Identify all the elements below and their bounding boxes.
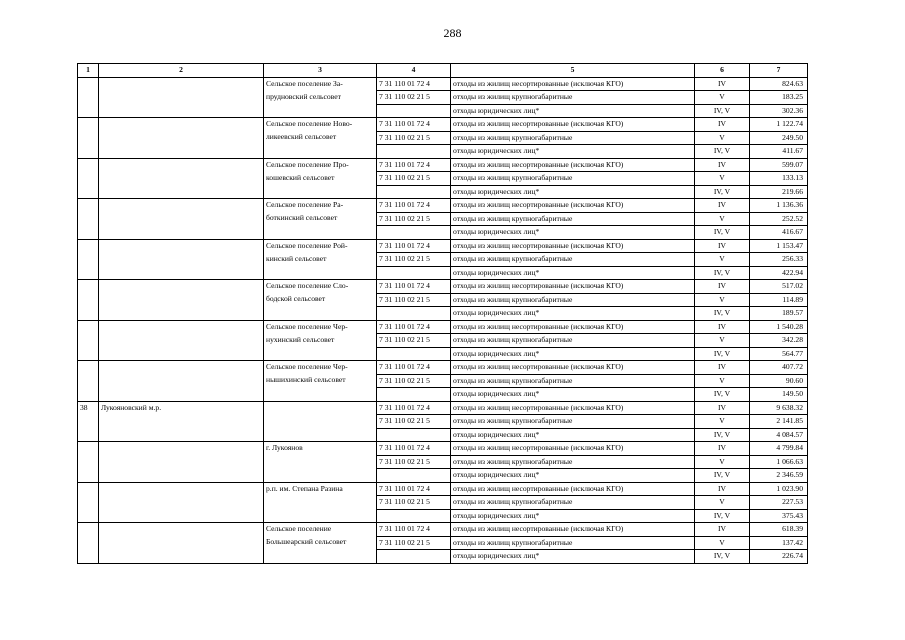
table-row	[78, 212, 808, 226]
table-row	[78, 280, 808, 294]
hazard-class-cell: IV, V	[695, 104, 750, 118]
settlement-cell: кошевский сельсовет	[264, 172, 377, 186]
column-header: 7	[750, 64, 808, 78]
fkko-code-cell: 7 31 110 02 21 5	[377, 172, 451, 186]
hazard-class-cell: V	[695, 253, 750, 267]
volume-cell: 226.74	[750, 550, 808, 564]
hazard-class-cell: V	[695, 496, 750, 510]
district-cell	[99, 469, 264, 483]
hazard-class-cell: V	[695, 415, 750, 429]
hazard-class-cell: IV, V	[695, 307, 750, 321]
settlement-cell: ликеевский сельсовет	[264, 131, 377, 145]
district-cell	[99, 496, 264, 510]
fkko-code-cell: 7 31 110 01 72 4	[377, 523, 451, 537]
fkko-code-cell: 7 31 110 01 72 4	[377, 442, 451, 456]
volume-cell: 249.50	[750, 131, 808, 145]
fkko-code-cell	[377, 388, 451, 402]
row-number-cell	[78, 226, 99, 240]
district-cell	[99, 280, 264, 294]
hazard-class-cell: IV, V	[695, 388, 750, 402]
row-number-cell	[78, 172, 99, 186]
district-cell	[99, 388, 264, 402]
hazard-class-cell: V	[695, 536, 750, 550]
district-cell: Лукояновский м.р.	[99, 401, 264, 415]
hazard-class-cell: V	[695, 212, 750, 226]
column-header: 6	[695, 64, 750, 78]
waste-type-cell: отходы из жилищ несортированные (исключая КГО)	[451, 523, 695, 537]
district-cell	[99, 91, 264, 105]
district-cell	[99, 185, 264, 199]
settlement-cell	[264, 145, 377, 159]
waste-type-cell: отходы юридических лиц*	[451, 550, 695, 564]
district-cell	[99, 145, 264, 159]
table-row	[78, 415, 808, 429]
volume-cell: 517.02	[750, 280, 808, 294]
table-row	[78, 388, 808, 402]
hazard-class-cell: V	[695, 131, 750, 145]
table-row	[78, 361, 808, 375]
waste-type-cell: отходы юридических лиц*	[451, 469, 695, 483]
table-row	[78, 469, 808, 483]
row-number-cell	[78, 550, 99, 564]
waste-type-cell: отходы из жилищ крупногабаритные	[451, 374, 695, 388]
fkko-code-cell: 7 31 110 02 21 5	[377, 536, 451, 550]
row-number-cell	[78, 253, 99, 267]
column-header: 1	[78, 64, 99, 78]
waste-type-cell: отходы юридических лиц*	[451, 266, 695, 280]
district-cell	[99, 334, 264, 348]
hazard-class-cell: IV	[695, 442, 750, 456]
waste-type-cell: отходы из жилищ крупногабаритные	[451, 455, 695, 469]
volume-cell: 599.07	[750, 158, 808, 172]
row-number-cell	[78, 455, 99, 469]
row-number-cell	[78, 388, 99, 402]
row-number-cell	[78, 496, 99, 510]
hazard-class-cell: V	[695, 91, 750, 105]
table-row	[78, 158, 808, 172]
table-row	[78, 401, 808, 415]
column-header: 3	[264, 64, 377, 78]
settlement-cell: бодской сельсовет	[264, 293, 377, 307]
district-cell	[99, 239, 264, 253]
table-row	[78, 320, 808, 334]
fkko-code-cell	[377, 550, 451, 564]
row-number-cell	[78, 347, 99, 361]
volume-cell: 411.67	[750, 145, 808, 159]
fkko-code-cell	[377, 266, 451, 280]
volume-cell: 1 153.47	[750, 239, 808, 253]
column-header: 5	[451, 64, 695, 78]
row-number-cell	[78, 158, 99, 172]
row-number-cell: 38	[78, 401, 99, 415]
settlement-cell	[264, 428, 377, 442]
district-cell	[99, 307, 264, 321]
waste-type-cell: отходы юридических лиц*	[451, 104, 695, 118]
fkko-code-cell: 7 31 110 02 21 5	[377, 455, 451, 469]
row-number-cell	[78, 77, 99, 91]
settlement-cell: Сельское поселение За-	[264, 77, 377, 91]
volume-cell: 114.89	[750, 293, 808, 307]
volume-cell: 1 540.28	[750, 320, 808, 334]
district-cell	[99, 550, 264, 564]
waste-type-cell: отходы из жилищ несортированные (исключая КГО)	[451, 280, 695, 294]
table-row	[78, 185, 808, 199]
district-cell	[99, 118, 264, 132]
table-row	[78, 239, 808, 253]
waste-type-cell: отходы из жилищ крупногабаритные	[451, 172, 695, 186]
settlement-cell	[264, 347, 377, 361]
fkko-code-cell	[377, 469, 451, 483]
fkko-code-cell	[377, 145, 451, 159]
settlement-cell	[264, 469, 377, 483]
hazard-class-cell: IV	[695, 320, 750, 334]
settlement-cell: нухинский сельсовет	[264, 334, 377, 348]
waste-type-cell: отходы из жилищ крупногабаритные	[451, 91, 695, 105]
district-cell	[99, 428, 264, 442]
waste-type-cell: отходы юридических лиц*	[451, 185, 695, 199]
volume-cell: 422.94	[750, 266, 808, 280]
row-number-cell	[78, 442, 99, 456]
row-number-cell	[78, 145, 99, 159]
hazard-class-cell: V	[695, 374, 750, 388]
row-number-cell	[78, 118, 99, 132]
settlement-cell: боткинский сельсовет	[264, 212, 377, 226]
fkko-code-cell: 7 31 110 02 21 5	[377, 334, 451, 348]
district-cell	[99, 442, 264, 456]
fkko-code-cell: 7 31 110 02 21 5	[377, 496, 451, 510]
volume-cell: 227.53	[750, 496, 808, 510]
settlement-cell	[264, 415, 377, 429]
row-number-cell	[78, 91, 99, 105]
row-number-cell	[78, 266, 99, 280]
table-row	[78, 374, 808, 388]
column-header: 4	[377, 64, 451, 78]
waste-type-cell: отходы из жилищ несортированные (исключая КГО)	[451, 482, 695, 496]
volume-cell: 9 638.32	[750, 401, 808, 415]
hazard-class-cell: V	[695, 334, 750, 348]
settlement-cell: кинский сельсовет	[264, 253, 377, 267]
district-cell	[99, 347, 264, 361]
table-row	[78, 77, 808, 91]
waste-type-cell: отходы из жилищ несортированные (исключая КГО)	[451, 320, 695, 334]
hazard-class-cell: IV	[695, 158, 750, 172]
district-cell	[99, 320, 264, 334]
table-row	[78, 253, 808, 267]
row-number-cell	[78, 185, 99, 199]
settlement-cell	[264, 307, 377, 321]
table-row	[78, 347, 808, 361]
settlement-cell	[264, 185, 377, 199]
table-row	[78, 293, 808, 307]
volume-cell: 4 799.84	[750, 442, 808, 456]
row-number-cell	[78, 280, 99, 294]
district-cell	[99, 172, 264, 186]
row-number-cell	[78, 199, 99, 213]
fkko-code-cell: 7 31 110 01 72 4	[377, 482, 451, 496]
settlement-cell: нышихинский сельсовет	[264, 374, 377, 388]
settlement-cell: Сельское поселение Про-	[264, 158, 377, 172]
settlement-cell: Сельское поселение Ра-	[264, 199, 377, 213]
district-cell	[99, 226, 264, 240]
table-row	[78, 455, 808, 469]
volume-cell: 219.66	[750, 185, 808, 199]
waste-type-cell: отходы юридических лиц*	[451, 428, 695, 442]
settlement-cell: г. Лукоянов	[264, 442, 377, 456]
fkko-code-cell: 7 31 110 02 21 5	[377, 253, 451, 267]
row-number-cell	[78, 482, 99, 496]
waste-type-cell: отходы из жилищ крупногабаритные	[451, 253, 695, 267]
settlement-cell: Большеарский сельсовет	[264, 536, 377, 550]
row-number-cell	[78, 361, 99, 375]
fkko-code-cell	[377, 226, 451, 240]
fkko-code-cell: 7 31 110 01 72 4	[377, 118, 451, 132]
table-row	[78, 91, 808, 105]
fkko-code-cell	[377, 428, 451, 442]
district-cell	[99, 199, 264, 213]
table-row	[78, 172, 808, 186]
hazard-class-cell: IV, V	[695, 469, 750, 483]
settlement-cell: Сельское поселение Чер-	[264, 320, 377, 334]
table-row	[78, 266, 808, 280]
waste-type-cell: отходы юридических лиц*	[451, 307, 695, 321]
waste-type-cell: отходы из жилищ несортированные (исключая КГО)	[451, 118, 695, 132]
waste-type-cell: отходы из жилищ крупногабаритные	[451, 334, 695, 348]
fkko-code-cell: 7 31 110 01 72 4	[377, 158, 451, 172]
waste-type-cell: отходы из жилищ несортированные (исключая КГО)	[451, 239, 695, 253]
hazard-class-cell: IV	[695, 401, 750, 415]
row-number-cell	[78, 469, 99, 483]
waste-type-cell: отходы юридических лиц*	[451, 145, 695, 159]
waste-table	[77, 63, 808, 564]
volume-cell: 407.72	[750, 361, 808, 375]
row-number-cell	[78, 212, 99, 226]
fkko-code-cell: 7 31 110 02 21 5	[377, 293, 451, 307]
hazard-class-cell: IV	[695, 482, 750, 496]
volume-cell: 256.33	[750, 253, 808, 267]
volume-cell: 252.52	[750, 212, 808, 226]
row-number-cell	[78, 509, 99, 523]
volume-cell: 824.63	[750, 77, 808, 91]
table-body	[78, 77, 808, 563]
waste-type-cell: отходы юридических лиц*	[451, 226, 695, 240]
hazard-class-cell: IV	[695, 523, 750, 537]
waste-type-cell: отходы из жилищ крупногабаритные	[451, 536, 695, 550]
fkko-code-cell: 7 31 110 01 72 4	[377, 239, 451, 253]
settlement-cell	[264, 104, 377, 118]
volume-cell: 416.67	[750, 226, 808, 240]
settlement-cell	[264, 401, 377, 415]
fkko-code-cell: 7 31 110 02 21 5	[377, 212, 451, 226]
table-row	[78, 482, 808, 496]
row-number-cell	[78, 131, 99, 145]
hazard-class-cell: V	[695, 455, 750, 469]
hazard-class-cell: IV	[695, 239, 750, 253]
district-cell	[99, 131, 264, 145]
district-cell	[99, 455, 264, 469]
volume-cell: 1 066.63	[750, 455, 808, 469]
fkko-code-cell: 7 31 110 02 21 5	[377, 91, 451, 105]
hazard-class-cell: IV, V	[695, 347, 750, 361]
volume-cell: 1 023.90	[750, 482, 808, 496]
table-row	[78, 509, 808, 523]
district-cell	[99, 104, 264, 118]
hazard-class-cell: IV	[695, 361, 750, 375]
row-number-cell	[78, 293, 99, 307]
volume-cell: 302.36	[750, 104, 808, 118]
district-cell	[99, 374, 264, 388]
hazard-class-cell: V	[695, 172, 750, 186]
settlement-cell: прудновский сельсовет	[264, 91, 377, 105]
fkko-code-cell: 7 31 110 01 72 4	[377, 361, 451, 375]
volume-cell: 1 136.36	[750, 199, 808, 213]
waste-type-cell: отходы из жилищ крупногабаритные	[451, 131, 695, 145]
table-row	[78, 118, 808, 132]
waste-type-cell: отходы из жилищ крупногабаритные	[451, 415, 695, 429]
hazard-class-cell: IV, V	[695, 185, 750, 199]
volume-cell: 149.50	[750, 388, 808, 402]
waste-type-cell: отходы юридических лиц*	[451, 509, 695, 523]
table-row	[78, 145, 808, 159]
table-row	[78, 307, 808, 321]
waste-type-cell: отходы из жилищ крупногабаритные	[451, 212, 695, 226]
table-row	[78, 199, 808, 213]
hazard-class-cell: IV, V	[695, 145, 750, 159]
row-number-cell	[78, 523, 99, 537]
table-row	[78, 334, 808, 348]
district-cell	[99, 482, 264, 496]
volume-cell: 2 346.59	[750, 469, 808, 483]
district-cell	[99, 158, 264, 172]
page-number: 288	[443, 26, 462, 40]
volume-cell: 1 122.74	[750, 118, 808, 132]
hazard-class-cell: IV	[695, 199, 750, 213]
row-number-cell	[78, 334, 99, 348]
waste-type-cell: отходы из жилищ крупногабаритные	[451, 496, 695, 510]
volume-cell: 133.13	[750, 172, 808, 186]
settlement-cell	[264, 509, 377, 523]
settlement-cell: Сельское поселение Ново-	[264, 118, 377, 132]
hazard-class-cell: IV	[695, 77, 750, 91]
settlement-cell: р.п. им. Степана Разина	[264, 482, 377, 496]
fkko-code-cell: 7 31 110 02 21 5	[377, 374, 451, 388]
table-row	[78, 104, 808, 118]
settlement-cell: Сельское поселение	[264, 523, 377, 537]
settlement-cell	[264, 388, 377, 402]
fkko-code-cell	[377, 104, 451, 118]
volume-cell: 564.77	[750, 347, 808, 361]
settlement-cell: Сельское поселение Чер-	[264, 361, 377, 375]
settlement-cell	[264, 496, 377, 510]
volume-cell: 2 141.85	[750, 415, 808, 429]
column-header: 2	[99, 64, 264, 78]
volume-cell: 183.25	[750, 91, 808, 105]
hazard-class-cell: IV, V	[695, 428, 750, 442]
volume-cell: 618.39	[750, 523, 808, 537]
fkko-code-cell	[377, 347, 451, 361]
district-cell	[99, 536, 264, 550]
settlement-cell	[264, 226, 377, 240]
hazard-class-cell: V	[695, 293, 750, 307]
row-number-cell	[78, 320, 99, 334]
district-cell	[99, 415, 264, 429]
district-cell	[99, 523, 264, 537]
row-number-cell	[78, 415, 99, 429]
hazard-class-cell: IV, V	[695, 226, 750, 240]
settlement-cell	[264, 455, 377, 469]
fkko-code-cell: 7 31 110 02 21 5	[377, 415, 451, 429]
fkko-code-cell: 7 31 110 02 21 5	[377, 131, 451, 145]
district-cell	[99, 266, 264, 280]
fkko-code-cell: 7 31 110 01 72 4	[377, 401, 451, 415]
settlement-cell: Сельское поселение Сло-	[264, 280, 377, 294]
row-number-cell	[78, 239, 99, 253]
waste-type-cell: отходы из жилищ несортированные (исключая КГО)	[451, 361, 695, 375]
district-cell	[99, 361, 264, 375]
row-number-cell	[78, 428, 99, 442]
table-row	[78, 226, 808, 240]
district-cell	[99, 253, 264, 267]
volume-cell: 4 084.57	[750, 428, 808, 442]
fkko-code-cell: 7 31 110 01 72 4	[377, 320, 451, 334]
settlement-cell	[264, 266, 377, 280]
hazard-class-cell: IV	[695, 280, 750, 294]
waste-type-cell: отходы из жилищ несортированные (исключая КГО)	[451, 199, 695, 213]
table-header-row	[78, 64, 808, 78]
district-cell	[99, 293, 264, 307]
row-number-cell	[78, 104, 99, 118]
volume-cell: 137.42	[750, 536, 808, 550]
fkko-code-cell: 7 31 110 01 72 4	[377, 77, 451, 91]
table-row	[78, 442, 808, 456]
waste-type-cell: отходы из жилищ несортированные (исключая КГО)	[451, 442, 695, 456]
table-row	[78, 550, 808, 564]
fkko-code-cell	[377, 185, 451, 199]
waste-type-cell: отходы из жилищ несортированные (исключая КГО)	[451, 401, 695, 415]
table-row	[78, 496, 808, 510]
waste-type-cell: отходы юридических лиц*	[451, 347, 695, 361]
district-cell	[99, 77, 264, 91]
district-cell	[99, 212, 264, 226]
table-row	[78, 536, 808, 550]
table-row	[78, 428, 808, 442]
hazard-class-cell: IV	[695, 118, 750, 132]
waste-type-cell: отходы из жилищ крупногабаритные	[451, 293, 695, 307]
fkko-code-cell: 7 31 110 01 72 4	[377, 199, 451, 213]
waste-type-cell: отходы из жилищ несортированные (исключая КГО)	[451, 77, 695, 91]
table-row	[78, 523, 808, 537]
volume-cell: 375.43	[750, 509, 808, 523]
settlement-cell	[264, 550, 377, 564]
fkko-code-cell	[377, 307, 451, 321]
waste-type-cell: отходы из жилищ несортированные (исключая КГО)	[451, 158, 695, 172]
row-number-cell	[78, 374, 99, 388]
volume-cell: 189.57	[750, 307, 808, 321]
hazard-class-cell: IV, V	[695, 509, 750, 523]
settlement-cell: Сельское поселение Рой-	[264, 239, 377, 253]
row-number-cell	[78, 307, 99, 321]
row-number-cell	[78, 536, 99, 550]
hazard-class-cell: IV, V	[695, 266, 750, 280]
table-row	[78, 131, 808, 145]
district-cell	[99, 509, 264, 523]
fkko-code-cell: 7 31 110 01 72 4	[377, 280, 451, 294]
waste-type-cell: отходы юридических лиц*	[451, 388, 695, 402]
volume-cell: 342.28	[750, 334, 808, 348]
volume-cell: 90.60	[750, 374, 808, 388]
hazard-class-cell: IV, V	[695, 550, 750, 564]
fkko-code-cell	[377, 509, 451, 523]
